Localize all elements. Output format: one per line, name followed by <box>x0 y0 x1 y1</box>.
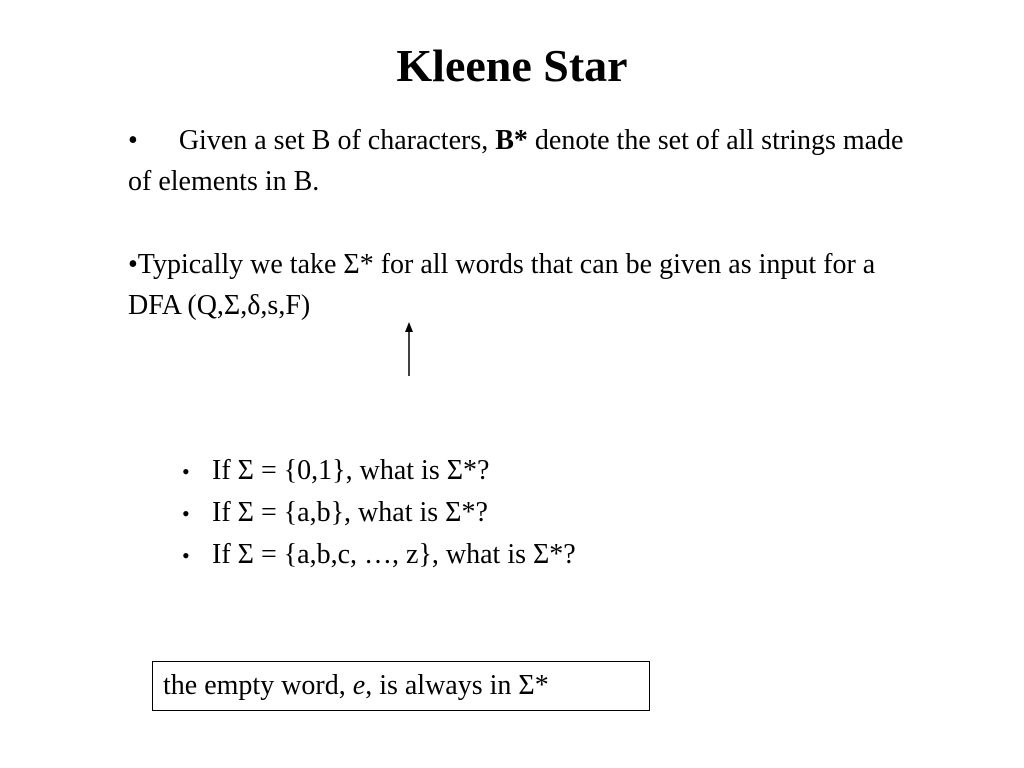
list-item <box>182 450 576 492</box>
definition-bold-term: B* <box>495 125 528 156</box>
definition-paragraph <box>128 120 918 202</box>
definition-text-end: denote the set of all strings made of elements in B. <box>128 125 904 197</box>
slide-title: Kleene Star <box>396 40 628 91</box>
list-item <box>182 492 576 534</box>
up-arrow-icon <box>398 322 420 376</box>
note-text-end: , is always in Σ* <box>365 670 549 701</box>
list-bullet: • <box>182 543 190 568</box>
definition-text-start: Given a set B of characters, <box>178 125 496 156</box>
note-text-start: the empty word, <box>163 670 353 701</box>
question-text: If Σ = {a,b}, what is Σ*? <box>212 497 488 528</box>
list-bullet: • <box>182 501 190 526</box>
paragraph-bullet: • <box>128 125 138 156</box>
note-italic-symbol: e <box>352 670 366 701</box>
list-bullet: • <box>182 459 190 484</box>
typical-usage-paragraph: •Typically we take Σ* for all words that can be given as input for a DFA (Q,Σ,δ,s,F) <box>128 249 876 321</box>
question-text: If Σ = {0,1}, what is Σ*? <box>212 455 490 486</box>
question-list <box>182 450 576 576</box>
question-text: If Σ = {a,b,c, …, z}, what is Σ*? <box>212 539 576 570</box>
empty-word-note-box <box>152 661 650 711</box>
list-item <box>182 534 576 576</box>
